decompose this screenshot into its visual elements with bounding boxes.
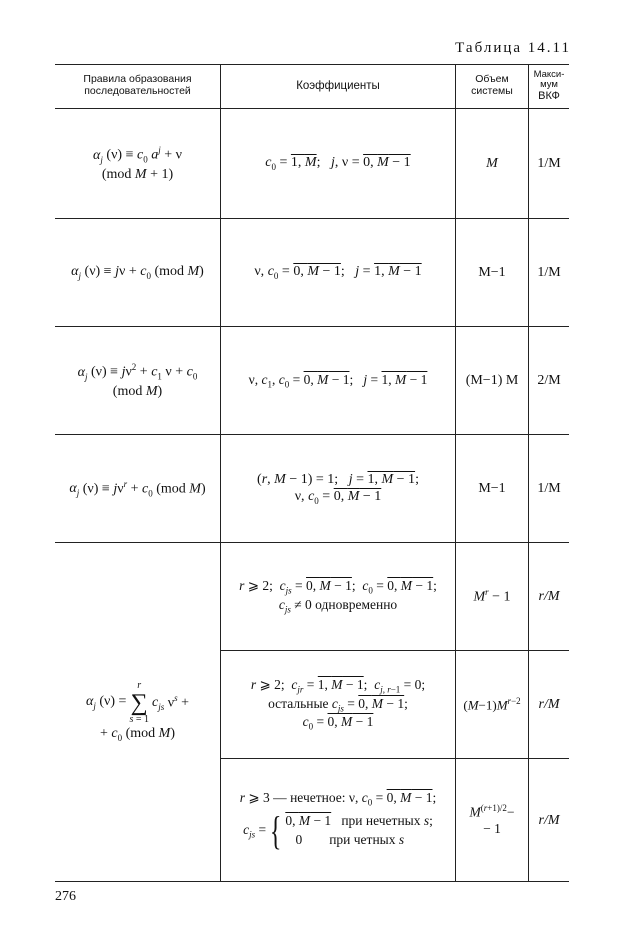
row3-coeffs: ν, $c_1$, $c_0 = 0$, M − 1; j = 1, M − 1 (248, 371, 428, 390)
subrow3-vkf-value: r/M (538, 812, 560, 828)
subrow1-size: $M^r - 1$ (473, 587, 511, 606)
row4-size (456, 436, 528, 542)
header-coeffs-label: Коэффициенты (296, 79, 380, 92)
row2-size-value: M−1 (478, 265, 506, 281)
header-rules (55, 66, 220, 106)
word-simultaneously: одновременно (315, 597, 398, 612)
subrow2-coeffs: r ⩾ 2; $c_{jr} = 1$, M − 1; $c_{j, r-1} = 0$; остальные $c_{js} = 0$, M − 1; $c_0 = 0$, M − 1 (250, 676, 426, 733)
row1-size-value: M (486, 156, 498, 172)
row3-vkf-value: 2/M (537, 373, 561, 389)
subrow2-vkf-value: r/M (538, 697, 560, 713)
header-vkf-line1: Макси- (533, 68, 565, 80)
header-coeffs (221, 66, 455, 106)
left-brace: { (269, 807, 282, 853)
rule-bottom (55, 881, 569, 882)
header-vkf-line2: мум (540, 78, 558, 90)
subrow1-coeffs: r ⩾ 2; $c_{js} = 0$, M − 1; $c_0 = 0$, M − 1; $c_{js} \ne 0$ одновременно (239, 578, 437, 615)
row1-vkf (529, 110, 569, 218)
row1-size (456, 110, 528, 218)
subrow3-coeffs: r ⩾ 3 — нечетное: ν, $c_0 = 0$, M − 1; $c_{js}$ = { 0, M − 1 при нечетных s; 0 при четных s (239, 790, 437, 853)
row3-size-value: (M−1) M (465, 373, 519, 389)
subrow2-vkf (529, 652, 569, 758)
header-vkf-line3: ВКФ (538, 90, 560, 103)
row1-vkf-value: 1/M (537, 156, 561, 172)
page-number: 276 (55, 889, 76, 904)
row2-rule: $\alpha_j$ $(\nu) \equiv j\nu + c_0$ (mod M) (71, 264, 204, 282)
row5-rule: $\alpha_j$ (ν) = r ∑ s = 1 $c_{js}$ $\nu^s$ + + $c_0$ (mod M) (86, 679, 189, 743)
table-caption: Таблица 14.11 (455, 40, 571, 56)
word-for-even: при четных (329, 831, 396, 847)
subrow3-size: $M^{(r+1)/2}-$ − 1 (469, 802, 515, 837)
row4-vkf-value: 1/M (537, 481, 561, 497)
row2-coeffs: ν, $c_0 = 0$, M − 1; j = 1, M − 1 (254, 264, 422, 282)
row1-rule: $\alpha_j$ $(\nu) \equiv c_0$ $a^j + \nu$ (mod M + 1) (93, 144, 182, 182)
row4-coeffs: (r, M − 1) = 1; j = 1, M − 1; ν, $c_0 = 0$, M − 1 (257, 471, 419, 507)
row3-vkf (529, 328, 569, 434)
header-rules-line2: последовательностей (84, 85, 191, 97)
row2-size (456, 220, 528, 326)
row2-vkf (529, 220, 569, 326)
row4-vkf (529, 436, 569, 542)
row2-vkf-value: 1/M (537, 265, 561, 281)
piecewise-definition: $c_{js}$ = { 0, M − 1 при нечетных s; 0 при четных s (243, 807, 433, 853)
header-size-line1: Объем (475, 73, 509, 86)
word-others: остальные (268, 695, 329, 711)
header-rules-line1: Правила образования (83, 73, 192, 86)
subrow1-vkf-value: r/M (538, 589, 560, 605)
summation-sign: r ∑ s = 1 (129, 679, 149, 725)
subrow1-vkf (529, 544, 569, 650)
row3-size (456, 328, 528, 434)
header-vkf (529, 66, 569, 106)
subrow2-size: $(M-1)M^{r-2}$ (463, 696, 521, 713)
header-size-line2: системы (471, 85, 513, 97)
rule-sub1 (220, 650, 569, 651)
subrow3-vkf (529, 760, 569, 881)
row1-coeffs: $c_0 = 1$, M; j, ν = 0, M − 1 (265, 155, 411, 173)
row3-rule: $\alpha_j$ $(\nu) \equiv j\nu^2 + c_1$ $\nu + c_0$ (mod M) (77, 361, 198, 399)
rule-sub2 (220, 758, 569, 759)
row4-rule: $\alpha_j$ $(\nu) \equiv j\nu^r + c_0$ (mod M) (69, 478, 206, 499)
word-odd: нечетное: (290, 790, 346, 806)
word-for-odd: при нечетных (341, 813, 421, 829)
header-size (456, 66, 528, 106)
row4-size-value: M−1 (478, 481, 506, 497)
